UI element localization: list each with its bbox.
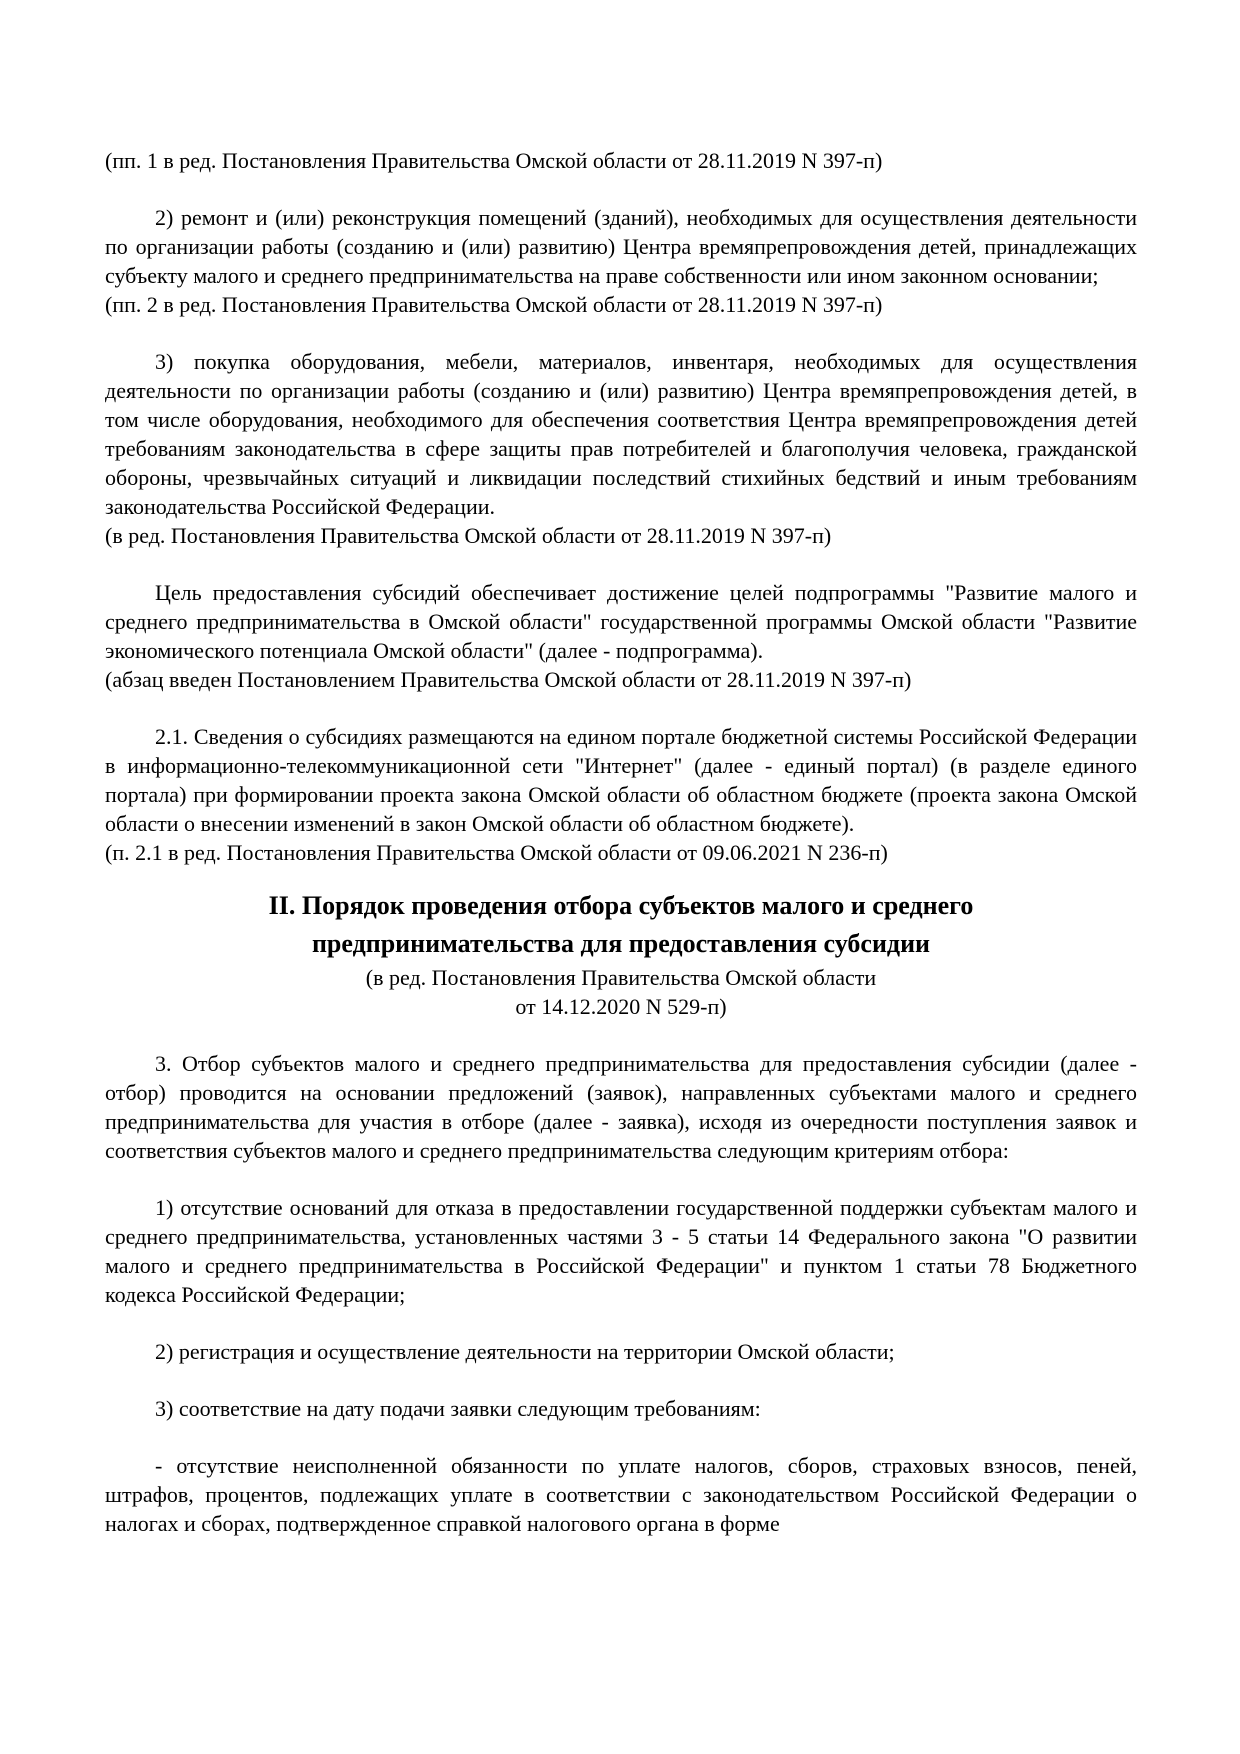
body-paragraph: 1) отсутствие оснований для отказа в предоставлении государственной поддержки субъектам малого и среднего предпринимательства, установленных частями 3 - 5 статьи 14 Федерального закона "О развитии малого и среднего предпринимательства в Российской Федерации" и пунктом 1 статьи 78 Бюджетного кодекса Российской Федерации;: [105, 1195, 1137, 1307]
section-heading: II. Порядок проведения отбора субъектов малого и среднего предпринимательства для предоставления субсидии: [268, 891, 974, 958]
amendment-note: (п. 2.1 в ред. Постановления Правительства Омской области от 09.06.2021 N 236-п): [105, 840, 888, 865]
body-paragraph: 3. Отбор субъектов малого и среднего предпринимательства для предоставления субсидии (далее - отбор) проводится на основании предложений (заявок), направленных субъектами малого и среднего предпринимательства для участия в отборе (далее - заявка), исходя из очередности поступления заявок и соответствия субъектов малого и среднего предпринимательства следующим критериям отбора:: [105, 1051, 1137, 1163]
heading-amendment-note-line1: (в ред. Постановления Правительства Омской области: [365, 965, 877, 990]
body-paragraph: 3) покупка оборудования, мебели, материалов, инвентаря, необходимых для осуществления деятельности по организации работы (созданию и (или) развитию) Центра времяпрепровождения детей, в том числе оборудования, необходимого для обеспечения соответствия Центра времяпрепровождения детей требованиям законодательства в сфере защиты прав потребителей и благополучия человека, гражданской обороны, чрезвычайных ситуаций и ликвидации последствий стихийных бедствий и иным требованиям законодательства Российской Федерации.: [105, 349, 1137, 519]
body-paragraph: Цель предоставления субсидий обеспечивает достижение целей подпрограммы "Развитие малого и среднего предпринимательства в Омской области" государственной программы Омской области "Развитие экономического потенциала Омской области" (далее - подпрограмма).: [105, 580, 1137, 663]
body-paragraph: 2) ремонт и (или) реконструкция помещений (зданий), необходимых для осуществления деятельности по организации работы (созданию и (или) развитию) Центра времяпрепровождения детей, принадлежащих субъекту малого и среднего предпринимательства на праве собственности или ином законном основании;: [105, 205, 1137, 288]
amendment-note: (пп. 1 в ред. Постановления Правительства Омской области от 28.11.2019 N 397-п): [105, 148, 883, 173]
body-paragraph: 2) регистрация и осуществление деятельности на территории Омской области;: [155, 1339, 895, 1364]
body-paragraph: 3) соответствие на дату подачи заявки следующим требованиям:: [155, 1396, 761, 1421]
amendment-note: (пп. 2 в ред. Постановления Правительства Омской области от 28.11.2019 N 397-п): [105, 292, 883, 317]
amendment-note: (в ред. Постановления Правительства Омской области от 28.11.2019 N 397-п): [105, 523, 832, 548]
body-paragraph: 2.1. Сведения о субсидиях размещаются на едином портале бюджетной системы Российской Федерации в информационно-телекоммуникационной сети "Интернет" (далее - единый портал) (в разделе единого портала) при формировании проекта закона Омской области об областном бюджете (проекта закона Омской области о внесении изменений в закон Омской области об областном бюджете).: [105, 724, 1137, 836]
amendment-note: (абзац введен Постановлением Правительства Омской области от 28.11.2019 N 397-п): [105, 667, 912, 692]
body-paragraph: - отсутствие неисполненной обязанности по уплате налогов, сборов, страховых взносов, пеней, штрафов, процентов, подлежащих уплате в соответствии с законодательством Российской Федерации о налогах и сборах, подтвержденное справкой налогового органа в форме: [105, 1453, 1137, 1536]
heading-amendment-note-line2: от 14.12.2020 N 529-п): [515, 994, 727, 1019]
